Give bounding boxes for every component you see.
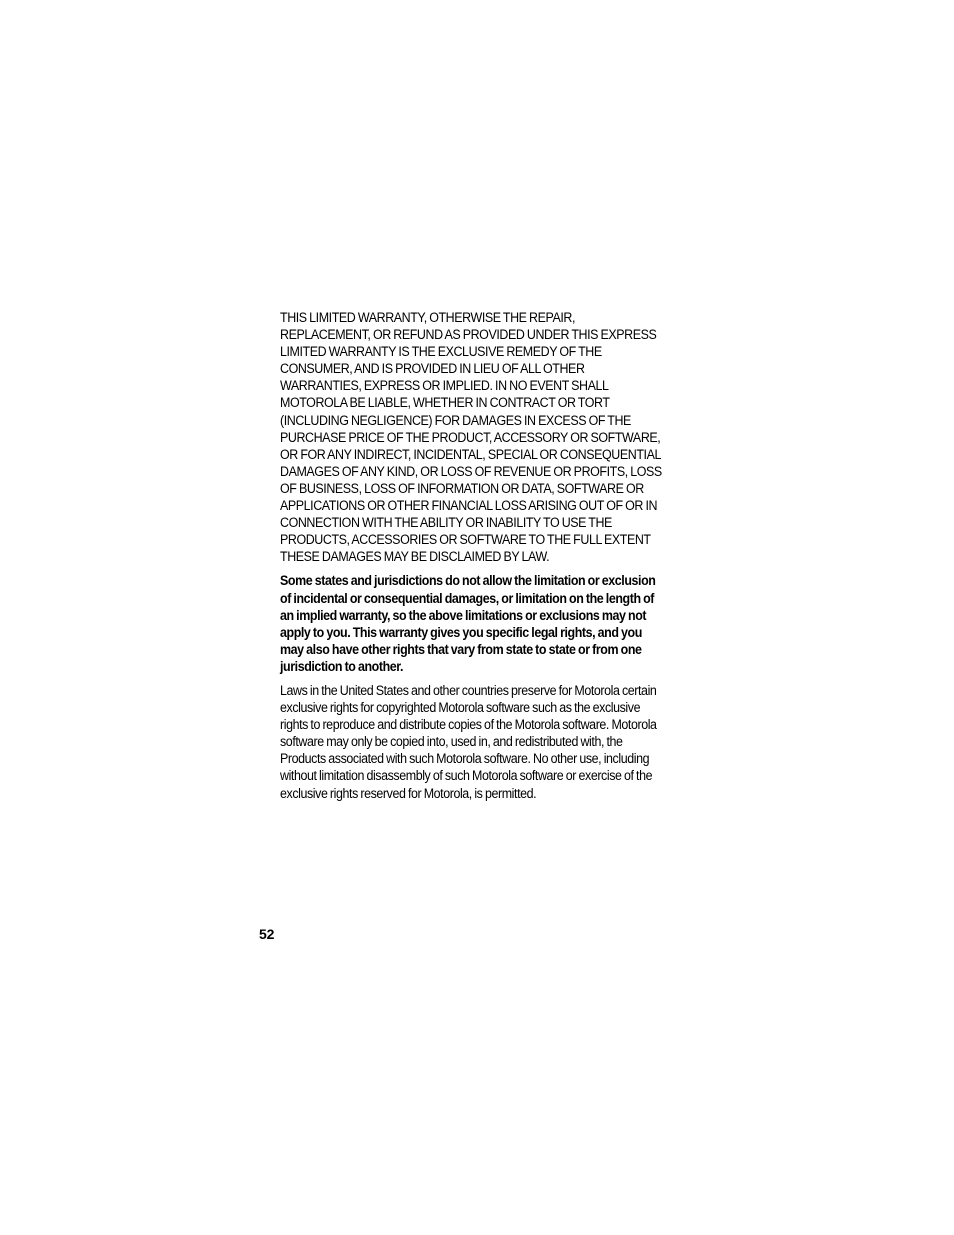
state-rights-paragraph: Some states and jurisdictions do not allow the limitation or exclusion of incidental or consequential damages, or limitation on the length of an implied warranty, so the above limitations or exclusions may not apply to you. This warranty gives you specific legal rights, and you may also have other rights that vary from state to state or from one jurisdiction to another.	[280, 573, 656, 674]
warranty-limitation-paragraph: THIS LIMITED WARRANTY, OTHERWISE THE REPAIR, REPLACEMENT, OR REFUND AS PROVIDED UNDER THIS EXPRESS LIMITED WARRANTY IS THE EXCLUSIVE REMEDY OF THE CONSUMER, AND IS PROVIDED IN LIEU OF ALL OTHER WARRANTIES, EXPRESS OR IMPLIED. IN NO EVENT SHALL MOTOROLA BE LIABLE, WHETHER IN CONTRACT OR TORT (INCLUDING NEGLIGENCE) FOR DAMAGES IN EXCESS OF THE PURCHASE PRICE OF THE PRODUCT, ACCESSORY OR SOFTWARE, OR FOR ANY INDIRECT, INCIDENTAL, SPECIAL OR CONSEQUENTIAL DAMAGES OF ANY KIND, OR LOSS OF REVENUE OR PROFITS, LOSS OF BUSINESS, LOSS OF INFORMATION OR DATA, SOFTWARE OR APPLICATIONS OR OTHER FINANCIAL LOSS ARISING OUT OF OR IN CONNECTION WITH THE ABILITY OR INABILITY TO USE THE PRODUCTS, ACCESSORIES OR SOFTWARE TO THE FULL EXTENT THESE DAMAGES MAY BE DISCLAIMED BY LAW.	[280, 310, 662, 565]
body-text-column	[280, 309, 662, 802]
page-number: 52	[259, 926, 275, 942]
software-rights-paragraph: Laws in the United States and other countries preserve for Motorola certain exclusive rights for copyrighted Motorola software such as the exclusive rights to reproduce and distribute copies of the Motorola software. Motorola software may only be copied into, used in, and redistributed with, the Products associated with such Motorola software. No other use, including without limitation disassembly of such Motorola software or exercise of the exclusive rights reserved for Motorola, is permitted.	[280, 682, 657, 801]
